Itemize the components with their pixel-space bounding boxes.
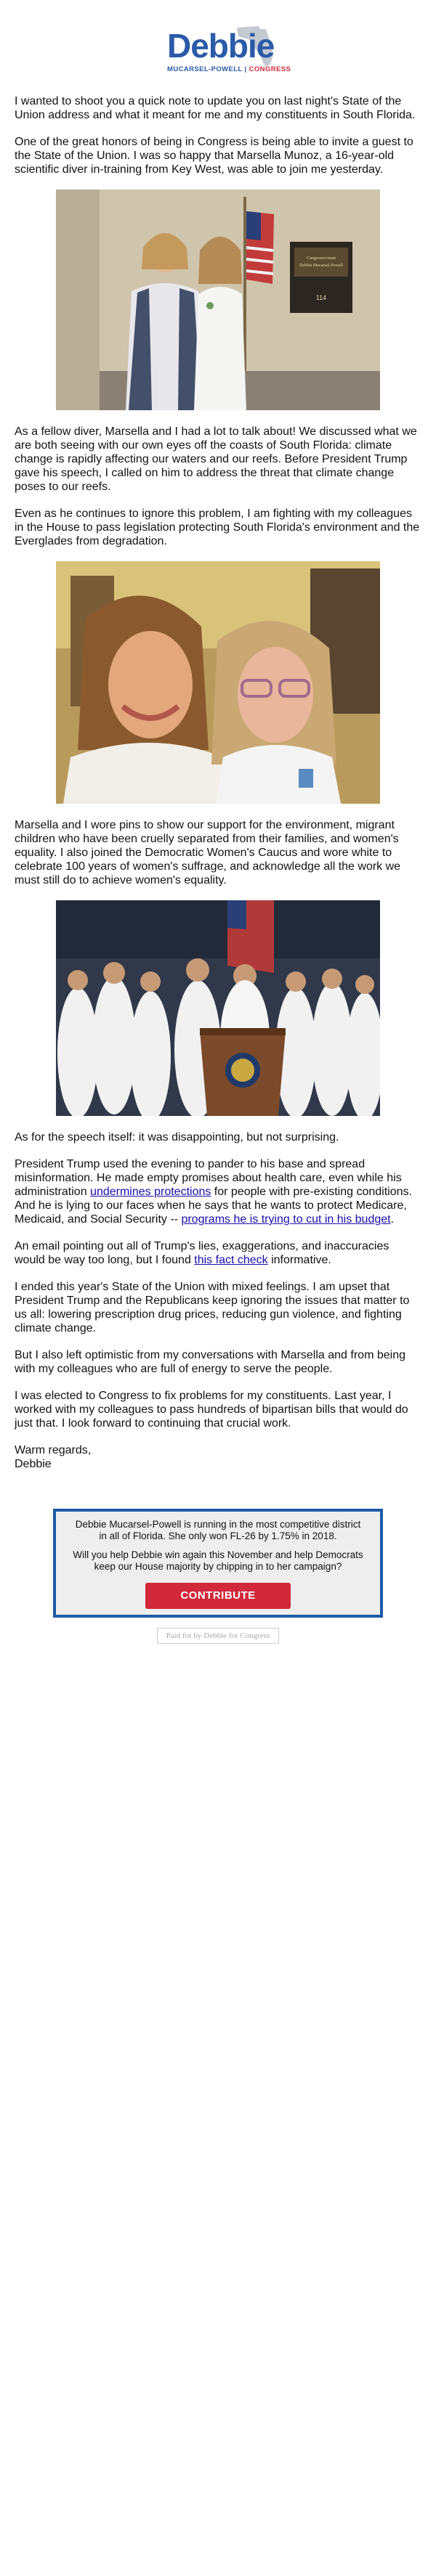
paragraph-8-text-b: informative. — [267, 1254, 331, 1266]
email-content — [0, 94, 436, 1471]
logo-subtitle: MUCARSEL-POWELL | CONGRESS — [167, 65, 291, 73]
paragraph-8 — [15, 1239, 421, 1267]
logo-subtitle-name: MUCARSEL-POWELL — [167, 65, 243, 73]
paragraph-7-text-c: . — [390, 1213, 395, 1226]
plaque-room-number: 114 — [315, 294, 327, 301]
email-header — [0, 0, 436, 94]
paid-for-disclaimer: Paid for by Debbie for Congress — [157, 1628, 279, 1644]
paragraph-11: I was elected to Congress to fix problems for my constituents. Last year, I worked with my colleagues to pass hundreds of bipartisan bills that would do just that. I look forward to continuing that crucial work. — [15, 1390, 408, 1430]
donate-text-2: Will you help Debbie win again this November and help Democrats keep our House majority by chipping in to her campaign? — [73, 1549, 363, 1572]
paragraph-7-text-b: for people with pre-existing conditions. And he is lying to our faces when he says that he wants to protect Medicare, Medicaid, and Social Security -- — [15, 1186, 412, 1226]
photo-3-image — [56, 900, 380, 1116]
contribute-button[interactable]: CONTRIBUTE — [145, 1583, 291, 1609]
signoff-name: Debbie — [15, 1458, 52, 1470]
logo-subtitle-office: CONGRESS — [249, 65, 291, 73]
paragraph-7-text-a: President Trump used the evening to pander to his base and spread misinformation. He made empty promises about health care, even while his administration — [15, 1158, 402, 1198]
photo-2-image — [56, 561, 380, 804]
campaign-logo[interactable] — [164, 22, 291, 80]
signoff-greeting: Warm regards, — [15, 1444, 92, 1456]
logo-wordmark: Debbie — [167, 27, 275, 65]
budget-cuts-link[interactable]: programs he is trying to cut in his budget — [181, 1213, 391, 1226]
photo-selfie — [56, 561, 380, 804]
fact-check-link[interactable]: this fact check — [194, 1254, 268, 1266]
paragraph-6: As for the speech itself: it was disappointing, but not surprising. — [15, 1131, 339, 1144]
donate-text-1: Debbie Mucarsel-Powell is running in the most competitive district in all of Florida. She only won FL-26 by 1.75% in 2018. — [75, 1519, 361, 1541]
plaque-name: Debbie Mucarsel-Powell — [299, 264, 343, 268]
donate-box — [53, 1509, 383, 1618]
paragraph-2: One of the great honors of being in Congress is being able to invite a guest to the State of the Union. I was so happy that Marsella Munoz, a 16-year-old scientific diver in-training from Key West, was able to join me yesterday. — [15, 136, 413, 176]
svg-text:Congresswoman: Congresswoman — [307, 256, 336, 261]
paragraph-7 — [15, 1157, 421, 1226]
photo-two-women-office — [56, 189, 380, 410]
paragraph-8-text-a: An email pointing out all of Trump's lies, exaggerations, and inaccuracies would be way too long, but I found — [15, 1240, 389, 1266]
undermines-protections-link[interactable]: undermines protections — [90, 1186, 211, 1198]
paragraph-4: Even as he continues to ignore this problem, I am fighting with my colleagues in the House to pass legislation protecting South Florida's environment and the Everglades from degradation. — [15, 508, 420, 547]
paragraph-9: I ended this year's State of the Union with mixed feelings. I am upset that President Trump and the Republicans keep ignoring the issues that matter to us all: lowering prescription drug prices, reducing gun violence, and fighting climate change. — [15, 1281, 410, 1334]
paragraph-1: I wanted to shoot you a quick note to update you on last night's State of the Union address and what it meant for me and my constituents in South Florida. — [15, 95, 416, 121]
photo-1-image — [56, 189, 380, 410]
paragraph-3: As a fellow diver, Marsella and I had a lot to talk about! We discussed what we are both seeing with our own eyes off the coasts of South Florida: climate change is rapidly affecting our waters and our reefs. Before President Trump gave his speech, I called on him to address the threat that climate change poses to our reefs. — [15, 425, 417, 493]
paragraph-10: But I also left optimistic from my conversations with Marsella and from being with my colleagues who are full of energy to serve the people. — [15, 1349, 405, 1375]
signoff — [15, 1443, 421, 1471]
paragraph-5: Marsella and I wore pins to show our support for the environment, migrant children who have been cruelly separated from their families, and women's equality. I also joined the Democratic Women's Caucus and wore white to celebrate 100 years of women's suffrage, and acknowledge all the work we must still do to achieve women's equality. — [15, 819, 401, 886]
photo-caucus-podium — [56, 900, 380, 1116]
